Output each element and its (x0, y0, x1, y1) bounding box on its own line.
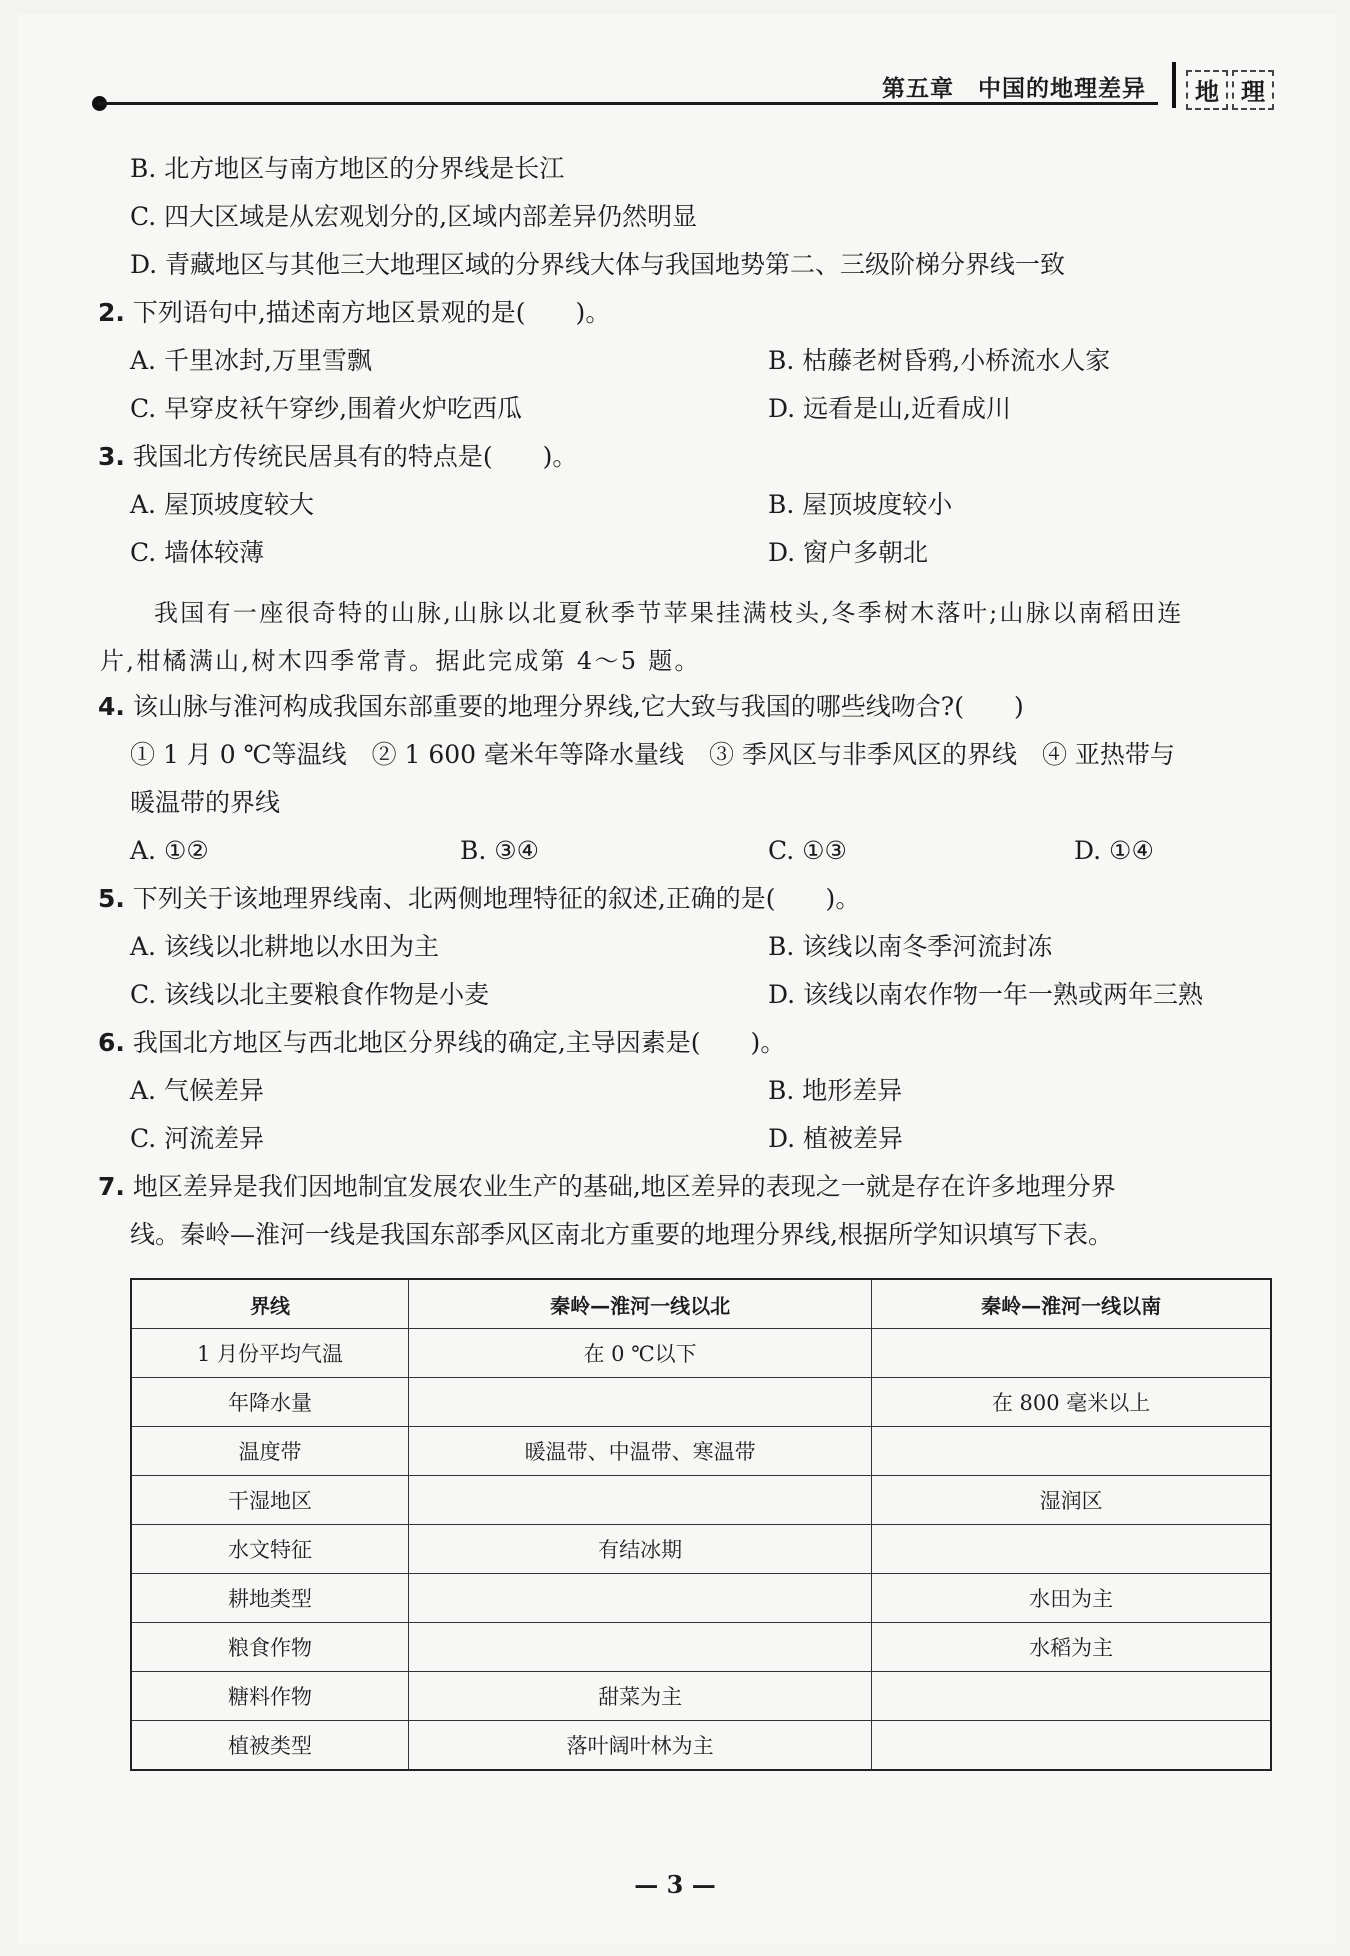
row-label: 水文特征 (131, 1525, 409, 1574)
q6-option-a: A. 气候差异 (130, 1076, 264, 1105)
north-cell: 有结冰期 (409, 1525, 872, 1574)
q1-option-d: D. 青藏地区与其他三大地理区域的分界线大体与我国地势第二、三级阶梯分界线一致 (130, 250, 1066, 279)
north-cell (409, 1623, 872, 1672)
table-row (131, 1574, 1271, 1623)
q6-option-b: B. 地形差异 (768, 1076, 903, 1105)
subject-label (1186, 70, 1278, 110)
south-cell (872, 1525, 1271, 1574)
q2-text: 下列语句中,描述南方地区景观的是( )。 (132, 298, 611, 327)
south-cell (872, 1427, 1271, 1476)
north-cell (409, 1378, 872, 1427)
q5-option-d: D. 该线以南农作物一年一熟或两年三熟 (768, 980, 1204, 1009)
q4-items-line-2: 暖温带的界线 (130, 788, 281, 817)
north-cell: 甜菜为主 (409, 1672, 872, 1721)
q7-text-line-2: 线。秦岭—淮河一线是我国东部季风区南北方重要的地理分界线,根据所学知识填写下表。 (130, 1220, 1113, 1249)
q6-option-d: D. 植被差异 (768, 1124, 904, 1153)
table-row (131, 1476, 1271, 1525)
table-row (131, 1721, 1271, 1771)
q5-stem (98, 882, 860, 916)
row-label: 植被类型 (131, 1721, 409, 1771)
q4-text: 该山脉与淮河构成我国东部重要的地理分界线,它大致与我国的哪些线吻合?( ) (132, 692, 1024, 721)
table-row (131, 1378, 1271, 1427)
row-label: 干湿地区 (131, 1476, 409, 1525)
q2-number: 2. (98, 298, 125, 327)
answer-table (130, 1278, 1272, 1771)
south-cell: 湿润区 (872, 1476, 1271, 1525)
q5-text: 下列关于该地理界线南、北两侧地理特征的叙述,正确的是( )。 (132, 884, 861, 913)
q6-text: 我国北方地区与西北地区分界线的确定,主导因素是( )。 (132, 1028, 786, 1057)
q4-option-a: A. ①② (130, 836, 209, 865)
row-label: 糖料作物 (131, 1672, 409, 1721)
table-row (131, 1427, 1271, 1476)
q1-option-c: C. 四大区域是从宏观划分的,区域内部差异仍然明显 (130, 202, 698, 231)
table-row (131, 1525, 1271, 1574)
q5-number: 5. (98, 884, 125, 913)
south-cell (872, 1672, 1271, 1721)
subject-char-1: 地 (1186, 70, 1228, 110)
q6-stem (98, 1026, 785, 1060)
q6-number: 6. (98, 1028, 125, 1057)
q4-items-line-1: ① 1 月 0 ℃等温线 ② 1 600 毫米年等降水量线 ③ 季风区与非季风区的界线 ④ 亚热带与 (130, 740, 1175, 769)
table-header-row (131, 1279, 1271, 1329)
q3-option-a: A. 屋顶坡度较大 (130, 490, 314, 519)
north-cell: 落叶阔叶林为主 (409, 1721, 872, 1771)
q3-number: 3. (98, 442, 125, 471)
table-row (131, 1623, 1271, 1672)
q3-text: 我国北方传统民居具有的特点是( )。 (132, 442, 578, 471)
header-cell-north: 秦岭—淮河一线以北 (409, 1279, 872, 1329)
q4-option-d: D. ①④ (1074, 836, 1154, 865)
south-cell: 水田为主 (872, 1574, 1271, 1623)
header-cell-south: 秦岭—淮河一线以南 (872, 1279, 1271, 1329)
q3-option-d: D. 窗户多朝北 (768, 538, 929, 567)
q2-option-a: A. 千里冰封,万里雪飘 (130, 346, 372, 375)
q4-number: 4. (98, 692, 125, 721)
row-label: 1 月份平均气温 (131, 1329, 409, 1378)
north-cell: 在 0 ℃以下 (409, 1329, 872, 1378)
passage-line-1: 我国有一座很奇特的山脉,山脉以北夏秋季节苹果挂满枝头,冬季树木落叶;山脉以南稻田连 (154, 599, 1184, 627)
q2-stem (98, 296, 610, 330)
header-cell-boundary: 界线 (131, 1279, 409, 1329)
q2-option-b: B. 枯藤老树昏鸦,小桥流水人家 (768, 346, 1111, 375)
q5-option-c: C. 该线以北主要粮食作物是小麦 (130, 980, 490, 1009)
north-cell (409, 1476, 872, 1525)
q2-option-c: C. 早穿皮袄午穿纱,围着火炉吃西瓜 (130, 394, 523, 423)
chapter-title: 第五章 中国的地理差异 (882, 75, 1146, 102)
q3-option-b: B. 屋顶坡度较小 (768, 490, 953, 519)
q3-stem (98, 440, 577, 474)
row-label: 粮食作物 (131, 1623, 409, 1672)
passage-line-2: 片,柑橘满山,树木四季常青。据此完成第 4～5 题。 (100, 647, 701, 675)
page-number: — 3 — (634, 1870, 716, 1899)
table-row (131, 1672, 1271, 1721)
south-cell (872, 1329, 1271, 1378)
q7-stem (98, 1170, 1116, 1204)
row-label: 耕地类型 (131, 1574, 409, 1623)
south-cell: 水稻为主 (872, 1623, 1271, 1672)
q4-option-b: B. ③④ (460, 836, 540, 865)
south-cell (872, 1721, 1271, 1771)
q4-option-c: C. ①③ (768, 836, 847, 865)
q4-stem (98, 690, 1024, 724)
subject-char-2: 理 (1232, 70, 1274, 110)
q3-option-c: C. 墙体较薄 (130, 538, 265, 567)
q2-option-d: D. 远看是山,近看成川 (768, 394, 1011, 423)
q5-option-b: B. 该线以南冬季河流封冻 (768, 932, 1053, 961)
table-row (131, 1329, 1271, 1378)
row-label: 温度带 (131, 1427, 409, 1476)
north-cell (409, 1574, 872, 1623)
q7-number: 7. (98, 1172, 125, 1201)
north-cell: 暖温带、中温带、寒温带 (409, 1427, 872, 1476)
row-label: 年降水量 (131, 1378, 409, 1427)
q5-option-a: A. 该线以北耕地以水田为主 (130, 932, 439, 961)
q6-option-c: C. 河流差异 (130, 1124, 265, 1153)
south-cell: 在 800 毫米以上 (872, 1378, 1271, 1427)
q1-option-b: B. 北方地区与南方地区的分界线是长江 (130, 154, 565, 183)
q7-text-line-1: 地区差异是我们因地制宜发展农业生产的基础,地区差异的表现之一就是存在许多地理分界 (132, 1172, 1116, 1201)
header-divider (1172, 62, 1176, 108)
